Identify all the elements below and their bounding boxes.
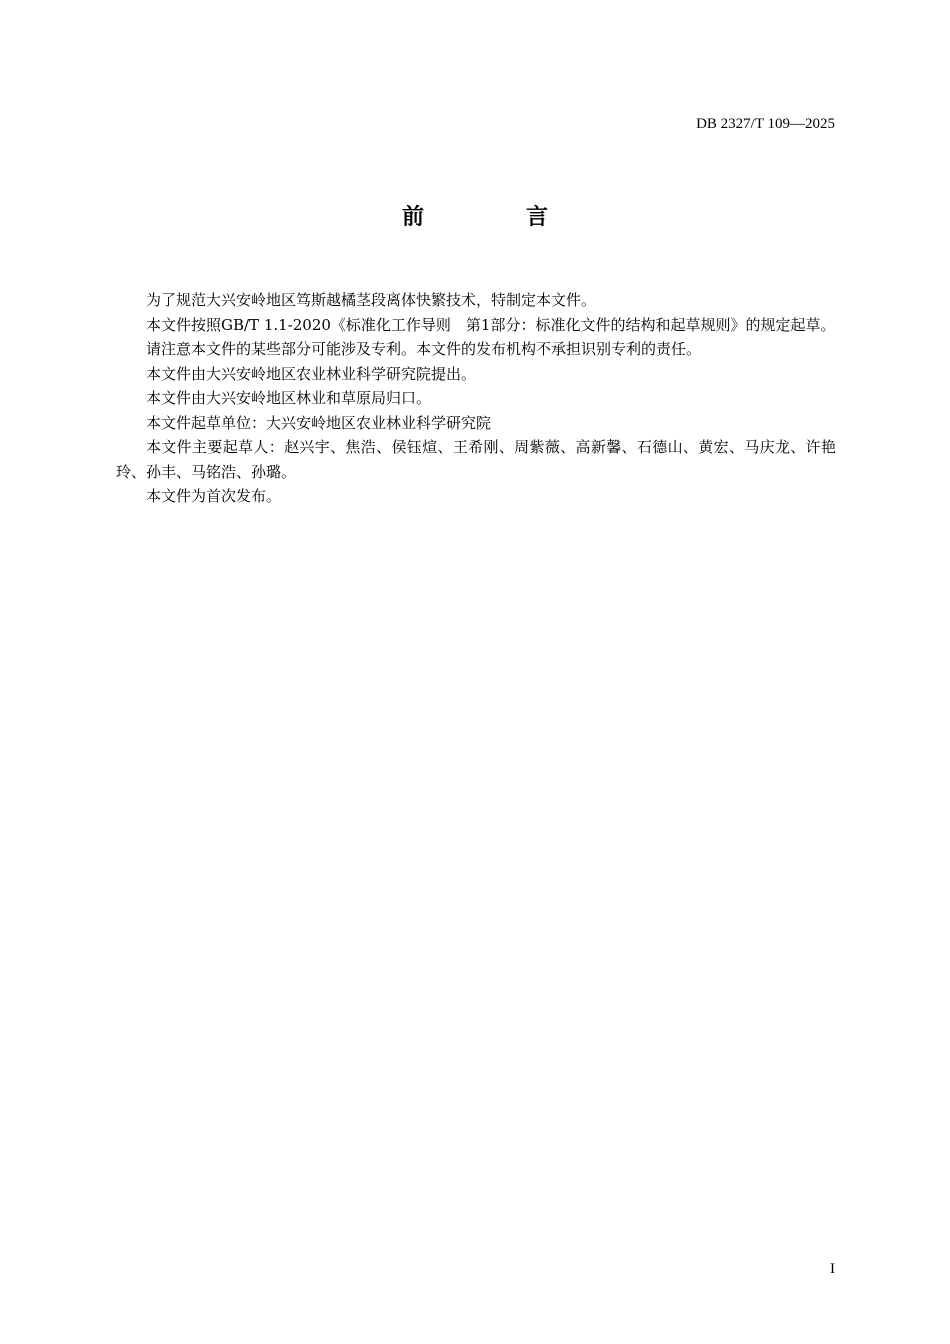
paragraph-purpose: 为了规范大兴安岭地区笃斯越橘茎段离体快繁技术，特制定本文件。 xyxy=(146,291,597,309)
paragraph-patent-notice: 请注意本文件的某些部分可能涉及专利。本文件的发布机构不承担识别专利的责任。 xyxy=(146,340,702,358)
document-code: DB 2327/T 109—2025 xyxy=(696,116,835,132)
paragraph-drafting-unit: 本文件起草单位：大兴安岭地区农业林业科学研究院 xyxy=(146,413,492,432)
foreword-title: 前 言 xyxy=(401,205,588,230)
paragraph-administrator: 本文件由大兴安岭地区林业和草原局归口。 xyxy=(146,389,432,407)
foreword-body xyxy=(116,288,836,509)
page-number: I xyxy=(830,1261,835,1277)
paragraph-proposer: 本文件由大兴安岭地区农业林业科学研究院提出。 xyxy=(146,364,477,383)
paragraph-drafting-rules: 本文件按照GB/T 1.1-2020《标准化工作导则 第1部分：标准化文件的结构和起草规则》的规定起草。 xyxy=(146,315,836,334)
paragraph-drafters: 本文件主要起草人：赵兴宇、焦浩、侯钰煊、王希刚、周紫薇、高新馨、石德山、黄宏、马庆龙、许艳玲、孙丰、马铭浩、孙璐。 xyxy=(116,438,836,481)
paragraph-first-release: 本文件为首次发布。 xyxy=(146,487,282,505)
